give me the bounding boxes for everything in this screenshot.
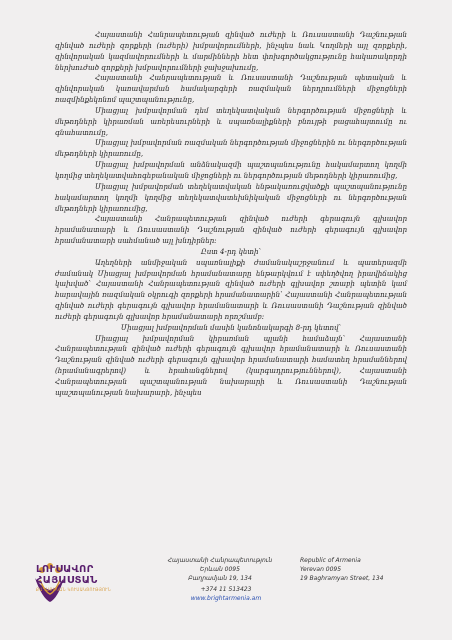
paragraph: Աղեղների անմիջական սպառնալիքի ժամանակաշրջանում և պատերազմի ժամանակ Միացյալ խմբավորման հրամանատարը ենթարկվում է սփեղծվող իրավիճակից կախված՝ Հայաստանի Հանրապետության զինված ուժերի գլխավոր շտաբի պետին կամ հարավային ռազմական օկրուգի զորքերի հրամանատարին՝ Հայաստանի Հանրապետության զինված ուժերի գերագույն գլխավոր հրամանատարի և Ռուսաստանի Դաշնության զինված ուժերի գերագույն գլխավոր հրամանատարի որոշմամբ: bbox=[55, 257, 407, 321]
logo-line1: ԼՈՒՍԱՎՈՐ bbox=[36, 564, 94, 575]
section-heading: Միացյալ խմբավորման մասին կանոնակարգի 8-րդ կետով՝ bbox=[120, 322, 342, 332]
address-armenian bbox=[150, 556, 290, 583]
address-hy-line2: Երևան 0095 bbox=[200, 566, 240, 573]
logo-line3: ՔԱՂԱՔԱԿԱՆ ԿՈՒՍԱԿՑՈՒԹՅՈՒՆ bbox=[36, 587, 111, 592]
paragraph: Միացյալ խմբավորման անձնակազմի պաշտպանությունը հակամարտող կողմի կողմից տեղեկատվահոգեբանական միջոցների ու ներգործության մեթոդների կիրառումից, bbox=[55, 160, 407, 180]
address-hy-line1: Հայաստանի Հանրապետություն bbox=[167, 557, 273, 564]
logo-line2: ՀԱՅԱՍՏԱՆ bbox=[36, 575, 98, 586]
paragraph: Հայաստանի Հանրապետության զինված ուժերի և Ռուսաստանի Դաշնության զինված ուժերի զորքերի (ուժերի) խմբավորումների, ինչպես նաև Կողմերի այլ զորքերի, զինվորական կազմավորումների և մարմինների հետ փոխգործակցությունը հակառակորդի ներխուժած զորքերի խմբավորումների ջախջախումը, bbox=[55, 30, 407, 72]
address-en-line3: 19 Baghramyan Street, 134 bbox=[300, 575, 384, 582]
address-en-line2: Yerevan 0095 bbox=[300, 566, 342, 573]
footer bbox=[0, 550, 452, 640]
paragraph: Հայաստանի Հանրապետության և Ռուսաստանի Դաշնության պետական և զինվորական կառավարման համակարգերի ռազմական ներդրումների միջոցների ռազմինքեկոնոմ պաշտպանությունը, bbox=[55, 73, 407, 105]
section-heading: Ըստ 4-րդ կետի՝ bbox=[200, 246, 262, 256]
website-link[interactable]: www.brightarmenia.am bbox=[190, 595, 262, 602]
address-en-line1: Republic of Armenia bbox=[300, 557, 361, 564]
document-body bbox=[55, 30, 407, 399]
address-english bbox=[300, 556, 440, 583]
address-hy-line3: Բաղրամյան 19, 134 bbox=[188, 575, 252, 582]
paragraph: Միացյալ խմբավորման կիրառման պլանի համաձայն՝ Հայաստանի Հանրապետության զինված ուժերի գերագույն գլխավոր հրամանատարի և Ռուսաստանի Դաշնության զինված ուժերի գերագույն գլխավոր հրամանատարի համատեղ հրամաններով (հրամանագրերով) և հրահանգներով (կարգադրություններով), Հայաստանի Հանրապետության պաշտպանության նախարարի և Ռուսաստանի Դաշնության պաշտպանության նախարարի, ինչպես bbox=[55, 333, 407, 397]
paragraph: Միացյալ խմբավորման ռազմական ներգործության միջոցներին ու ներգործության մեթոդների կիրառումը, bbox=[55, 138, 407, 159]
paragraph: Միացյալ խմբավորման դեմ տեղեկատվական ներգործության միջոցների և մեթոդների կիրառման առերեսուրների և սպառնալիքների բնույթի բացահայտումը ու գնահատումը, bbox=[55, 105, 407, 137]
paragraph: Միացյալ խմբավորման տեղեկատվական ենթակառուցվածքի պաշտպանությունը հակամարտող կողմի կողմից տեղեկատվատեխնիկական միջոցների ու ներգործության մեթոդների կիրառումից, bbox=[55, 181, 407, 213]
phone-number: +374 11 513423 bbox=[200, 586, 252, 593]
paragraph: Հայաստանի Հանրապետության զինված ուժերի գերագույն գլխավոր հրամանատարի և Ռուսաստանի Դաշնության զինված ուժերի գերագույն գլխավոր հրամանատարի սահմանած այլ խնդիրներ: bbox=[55, 214, 407, 246]
